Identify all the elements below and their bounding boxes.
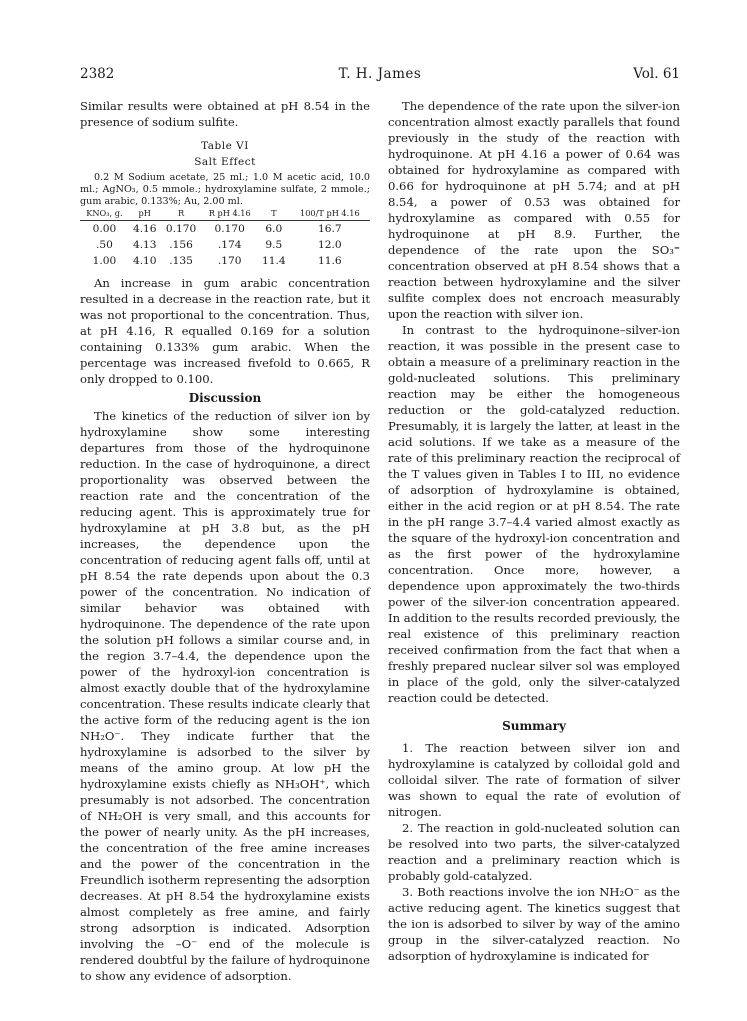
running-author: T. H. James [338, 66, 422, 82]
table-cell: 4.10 [132, 255, 157, 267]
table-cell: 16.7 [318, 223, 342, 235]
table-header-cell: R pH 4.16 [201, 208, 257, 221]
right-column [388, 98, 680, 964]
summary-item: 1. The reaction between silver ion and hydroxylamine is catalyzed by colloidal gold and colloidal silver. The rate of formation of silver was shown to equal the rate of evolution of nitrogen. [388, 741, 680, 819]
table-header-cell: 100/T pH 4.16 [290, 208, 370, 221]
discussion-paragraph: The kinetics of the reduction of silver ion by hydroxylamine show some interesting departures from those of the hydroquinone reduction. In the case of hydroquinone, a direct proportionality was observed between the reaction rate and the concentration of the reducing agent. This is approximately true for hydroxylamine at pH 3.8 but, as the pH increases, the dependence upon the concentration of reducing agent falls off, until at pH 8.54 the rate depends upon about the 0.3 power of the concentration. No indication of similar behavior was obtained with hydroquinone. The dependence of the rate upon the solution pH follows a similar course and, in the region 3.7–4.4, the dependence upon the power of the hydroxyl-ion concentration is almost exactly double that of the hydroxylamine concentration. These results indicate clearly that the active form of the reducing agent is the ion NH₂O⁻. They indicate further that the hydroxylamine is adsorbed to the silver by means of the amino group. At low pH the hydroxylamine exists chiefly as NH₃OH⁺, which presumably is not adsorbed. The concentration of NH₂OH is very small, and this accounts for the power of nearly unity. As the pH increases, the concentration of the free amine increases and the power of the concentration in the Freundlich isotherm representing the adsorption decreases. At pH 8.54 the hydroxylamine exists almost completely as free amine, and fairly strong adsorption is indicated. Adsorption involving the –O⁻ end of the molecule is rendered doubtful by the failure of hydroquinone to show any evidence of adsorption. [80, 409, 370, 983]
table-header-cell: T [258, 208, 290, 221]
summary-item: 3. Both reactions involve the ion NH₂O⁻ as the active reducing agent. The kinetics suggest that the ion is adsorbed to silver by way of the amino group in the silver-catalyzed reaction. No adsorption of hydroxylamine is indicated for [388, 885, 680, 963]
table-subtitle: Salt Effect [194, 156, 256, 168]
table-cell: 1.00 [92, 255, 117, 267]
running-header [80, 66, 680, 84]
page-number: 2382 [80, 66, 115, 82]
discussion-heading: Discussion [188, 391, 262, 405]
table-cell: 4.13 [132, 239, 157, 251]
table-header-cell: R [161, 208, 202, 221]
table-header-cell: KNO₃, g. [80, 208, 129, 221]
table-cell: .174 [217, 239, 242, 251]
summary-heading: Summary [502, 719, 566, 733]
table-cell: 12.0 [318, 239, 342, 251]
table-header-cell: pH [129, 208, 161, 221]
table-cell: 6.0 [265, 223, 283, 235]
volume-label: Vol. 61 [633, 66, 680, 82]
table-cell: 11.4 [262, 255, 286, 267]
table-conditions-note: 0.2 M Sodium acetate, 25 ml.; 1.0 M acetic acid, 10.0 ml.; AgNO₃, 0.5 mmole.; hydroxylamine sulfate, 2 mmole.; gum arabic, 0.133%; Au, 2.00 ml. [80, 172, 370, 207]
table-cell: 11.6 [318, 255, 342, 267]
table-cell: .156 [169, 239, 193, 251]
table-cell: 9.5 [265, 239, 283, 251]
table-cell: 0.170 [165, 223, 197, 235]
preliminary-reaction-paragraph: In contrast to the hydroquinone–silver-ion reaction, it was possible in the present case to obtain a measure of a preliminary reaction in the gold-nucleated solutions. This preliminary reaction may be either the homogeneous reduction or the gold-catalyzed reduction. Presumably, it is largely the latter, at least in the acid solutions. If we take as a measure of the rate of this preliminary reaction the reciprocal of the T values given in Tables I to III, no evidence of adsorption of hydroxylamine is obtained, either in the acid region or at pH 8.54. The rate in the pH range 3.7–4.4 varied almost exactly as the square of the hydroxyl-ion concentration and as the first power of the hydroxylamine concentration. Once more, however, a dependence upon approximately the two-thirds power of the silver-ion concentration appeared. In addition to the results recorded previously, the real existence of this preliminary reaction received confirmation from the fact that when a freshly prepared nuclear silver sol was employed in place of the gold, only the silver-catalyzed reaction could be detected. [388, 323, 680, 705]
table-cell: 4.16 [132, 223, 157, 235]
table-title: Table VI [201, 140, 249, 152]
table-cell: .50 [96, 239, 113, 251]
table-cell: 0.00 [92, 223, 117, 235]
table-row [80, 253, 370, 269]
table-row [80, 237, 370, 253]
table-row [80, 221, 370, 238]
left-column [80, 98, 370, 984]
summary-item: 2. The reaction in gold-nucleated solution can be resolved into two parts, the silver-catalyzed reaction and a preliminary reaction which is probably gold-catalyzed. [388, 821, 680, 883]
table-header-row [80, 208, 370, 221]
salt-effect-table [80, 208, 370, 269]
intro-paragraph: Similar results were obtained at pH 8.54 in the presence of sodium sulfite. [80, 99, 370, 129]
salt-effect-table-block [80, 138, 370, 269]
table-cell: .135 [169, 255, 193, 267]
table-cell: .170 [217, 255, 242, 267]
silver-ion-paragraph: The dependence of the rate upon the silver-ion concentration almost exactly parallels that found previously in the study of the reaction with hydroquinone. At pH 4.16 a power of 0.64 was obtained for hydroxylamine as compared with 0.66 for hydroquinone at pH 5.74; and at pH 8.54, a power of 0.53 was obtained for hydroxylamine as compared with 0.55 for hydroquinone at pH 8.9. Further, the dependence of the rate upon the SO₃⁼ concentration observed at pH 8.54 shows that a reaction between hydroxylamine and the silver sulfite complex does not encroach measurably upon the reaction with silver ion. [388, 99, 680, 321]
table-cell: 0.170 [214, 223, 245, 235]
gum-arabic-paragraph: An increase in gum arabic concentration resulted in a decrease in the reaction rate, but it was not proportional to the concentration. Thus, at pH 4.16, R equalled 0.169 for a solution containing 0.133% gum arabic. When the percentage was increased fivefold to 0.665, R only dropped to 0.100. [80, 276, 370, 386]
